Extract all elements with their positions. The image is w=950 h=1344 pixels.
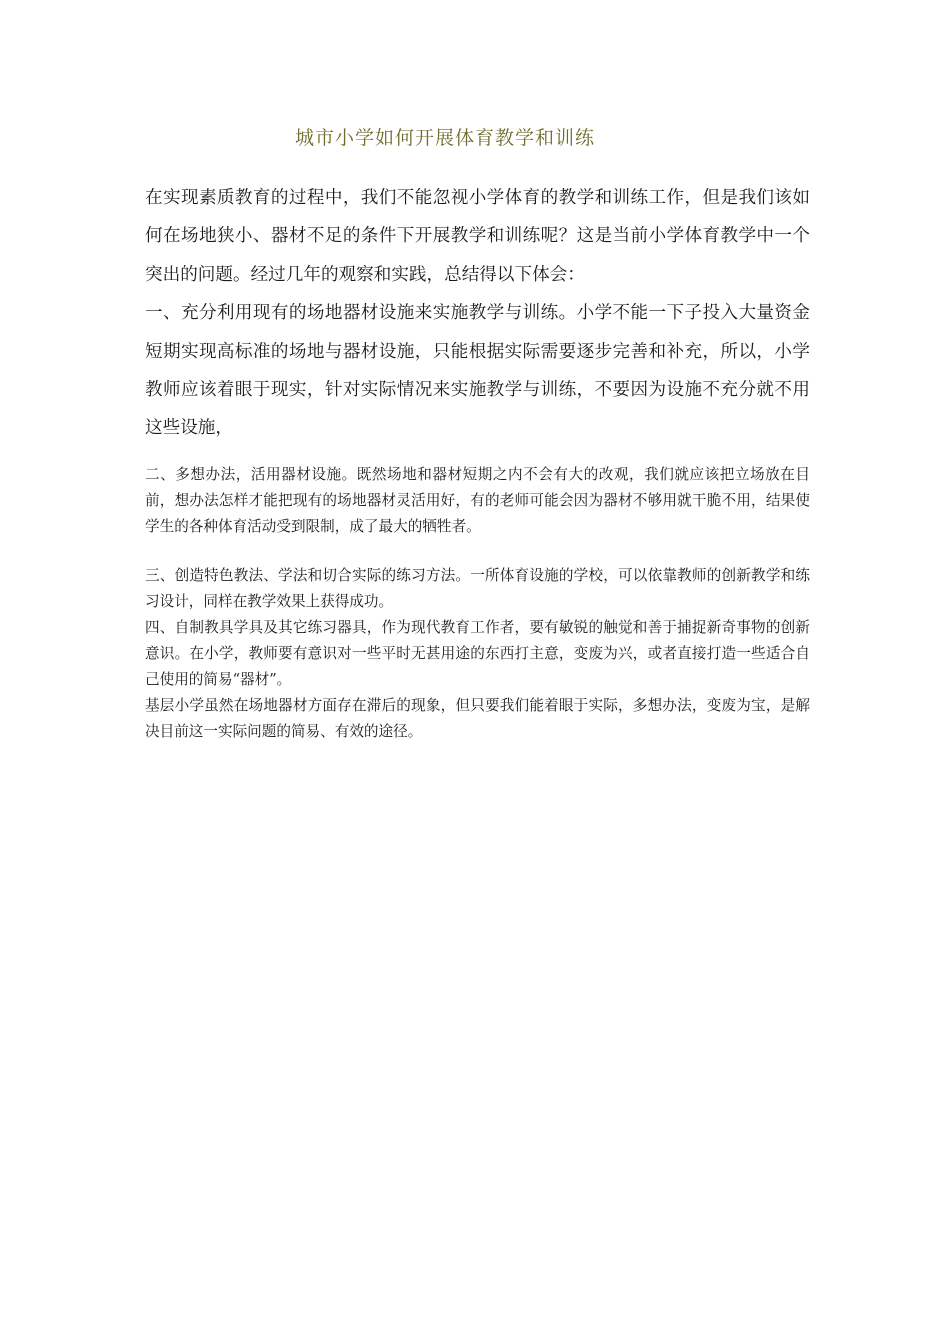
point-2-paragraph: 二、多想办法，活用器材设施。既然场地和器材短期之内不会有大的改观，我们就应该把立场放在目前，想办法怎样才能把现有的场地器材灵活用好，有的老师可能会因为器材不够用就干脆不用，结果使学生的各种体育活动受到限制，成了最大的牺牲者。 bbox=[145, 466, 810, 535]
closing-section bbox=[145, 563, 810, 745]
point-1-paragraph: 一、充分利用现有的场地器材设施来实施教学与训练。小学不能一下子投入大量资金短期实现高标准的场地与器材设施，只能根据实际需要逐步完善和补充，所以，小学教师应该着眼于现实，针对实际情况来实施教学与训练，不要因为设施不充分就不用这些设施， bbox=[145, 303, 810, 439]
point-2-section bbox=[145, 462, 810, 540]
intro-section bbox=[145, 179, 810, 448]
document-title: 城市小学如何开展体育教学和训练 bbox=[294, 127, 595, 149]
point-4-paragraph: 四、自制教具学具及其它练习器具，作为现代教育工作者，要有敏锐的触觉和善于捕捉新奇事物的创新意识。在小学，教师要有意识对一些平时无甚用途的东西打主意，变废为兴，或者直接打造一些适合自己使用的简易“器材”。 bbox=[145, 619, 810, 688]
conclusion-paragraph: 基层小学虽然在场地器材方面存在滞后的现象，但只要我们能着眼于实际，多想办法，变废为宝，是解决目前这一实际问题的简易、有效的途径。 bbox=[145, 697, 810, 740]
point-3-paragraph: 三、创造特色教法、学法和切合实际的练习方法。一所体育设施的学校，可以依靠教师的创新教学和练习设计，同样在教学效果上获得成功。 bbox=[145, 567, 810, 610]
intro-paragraph: 在实现素质教育的过程中，我们不能忽视小学体育的教学和训练工作，但是我们该如何在场地狭小、器材不足的条件下开展教学和训练呢？这是当前小学体育教学中一个突出的问题。经过几年的观察和实践，总结得以下体会： bbox=[145, 188, 810, 285]
